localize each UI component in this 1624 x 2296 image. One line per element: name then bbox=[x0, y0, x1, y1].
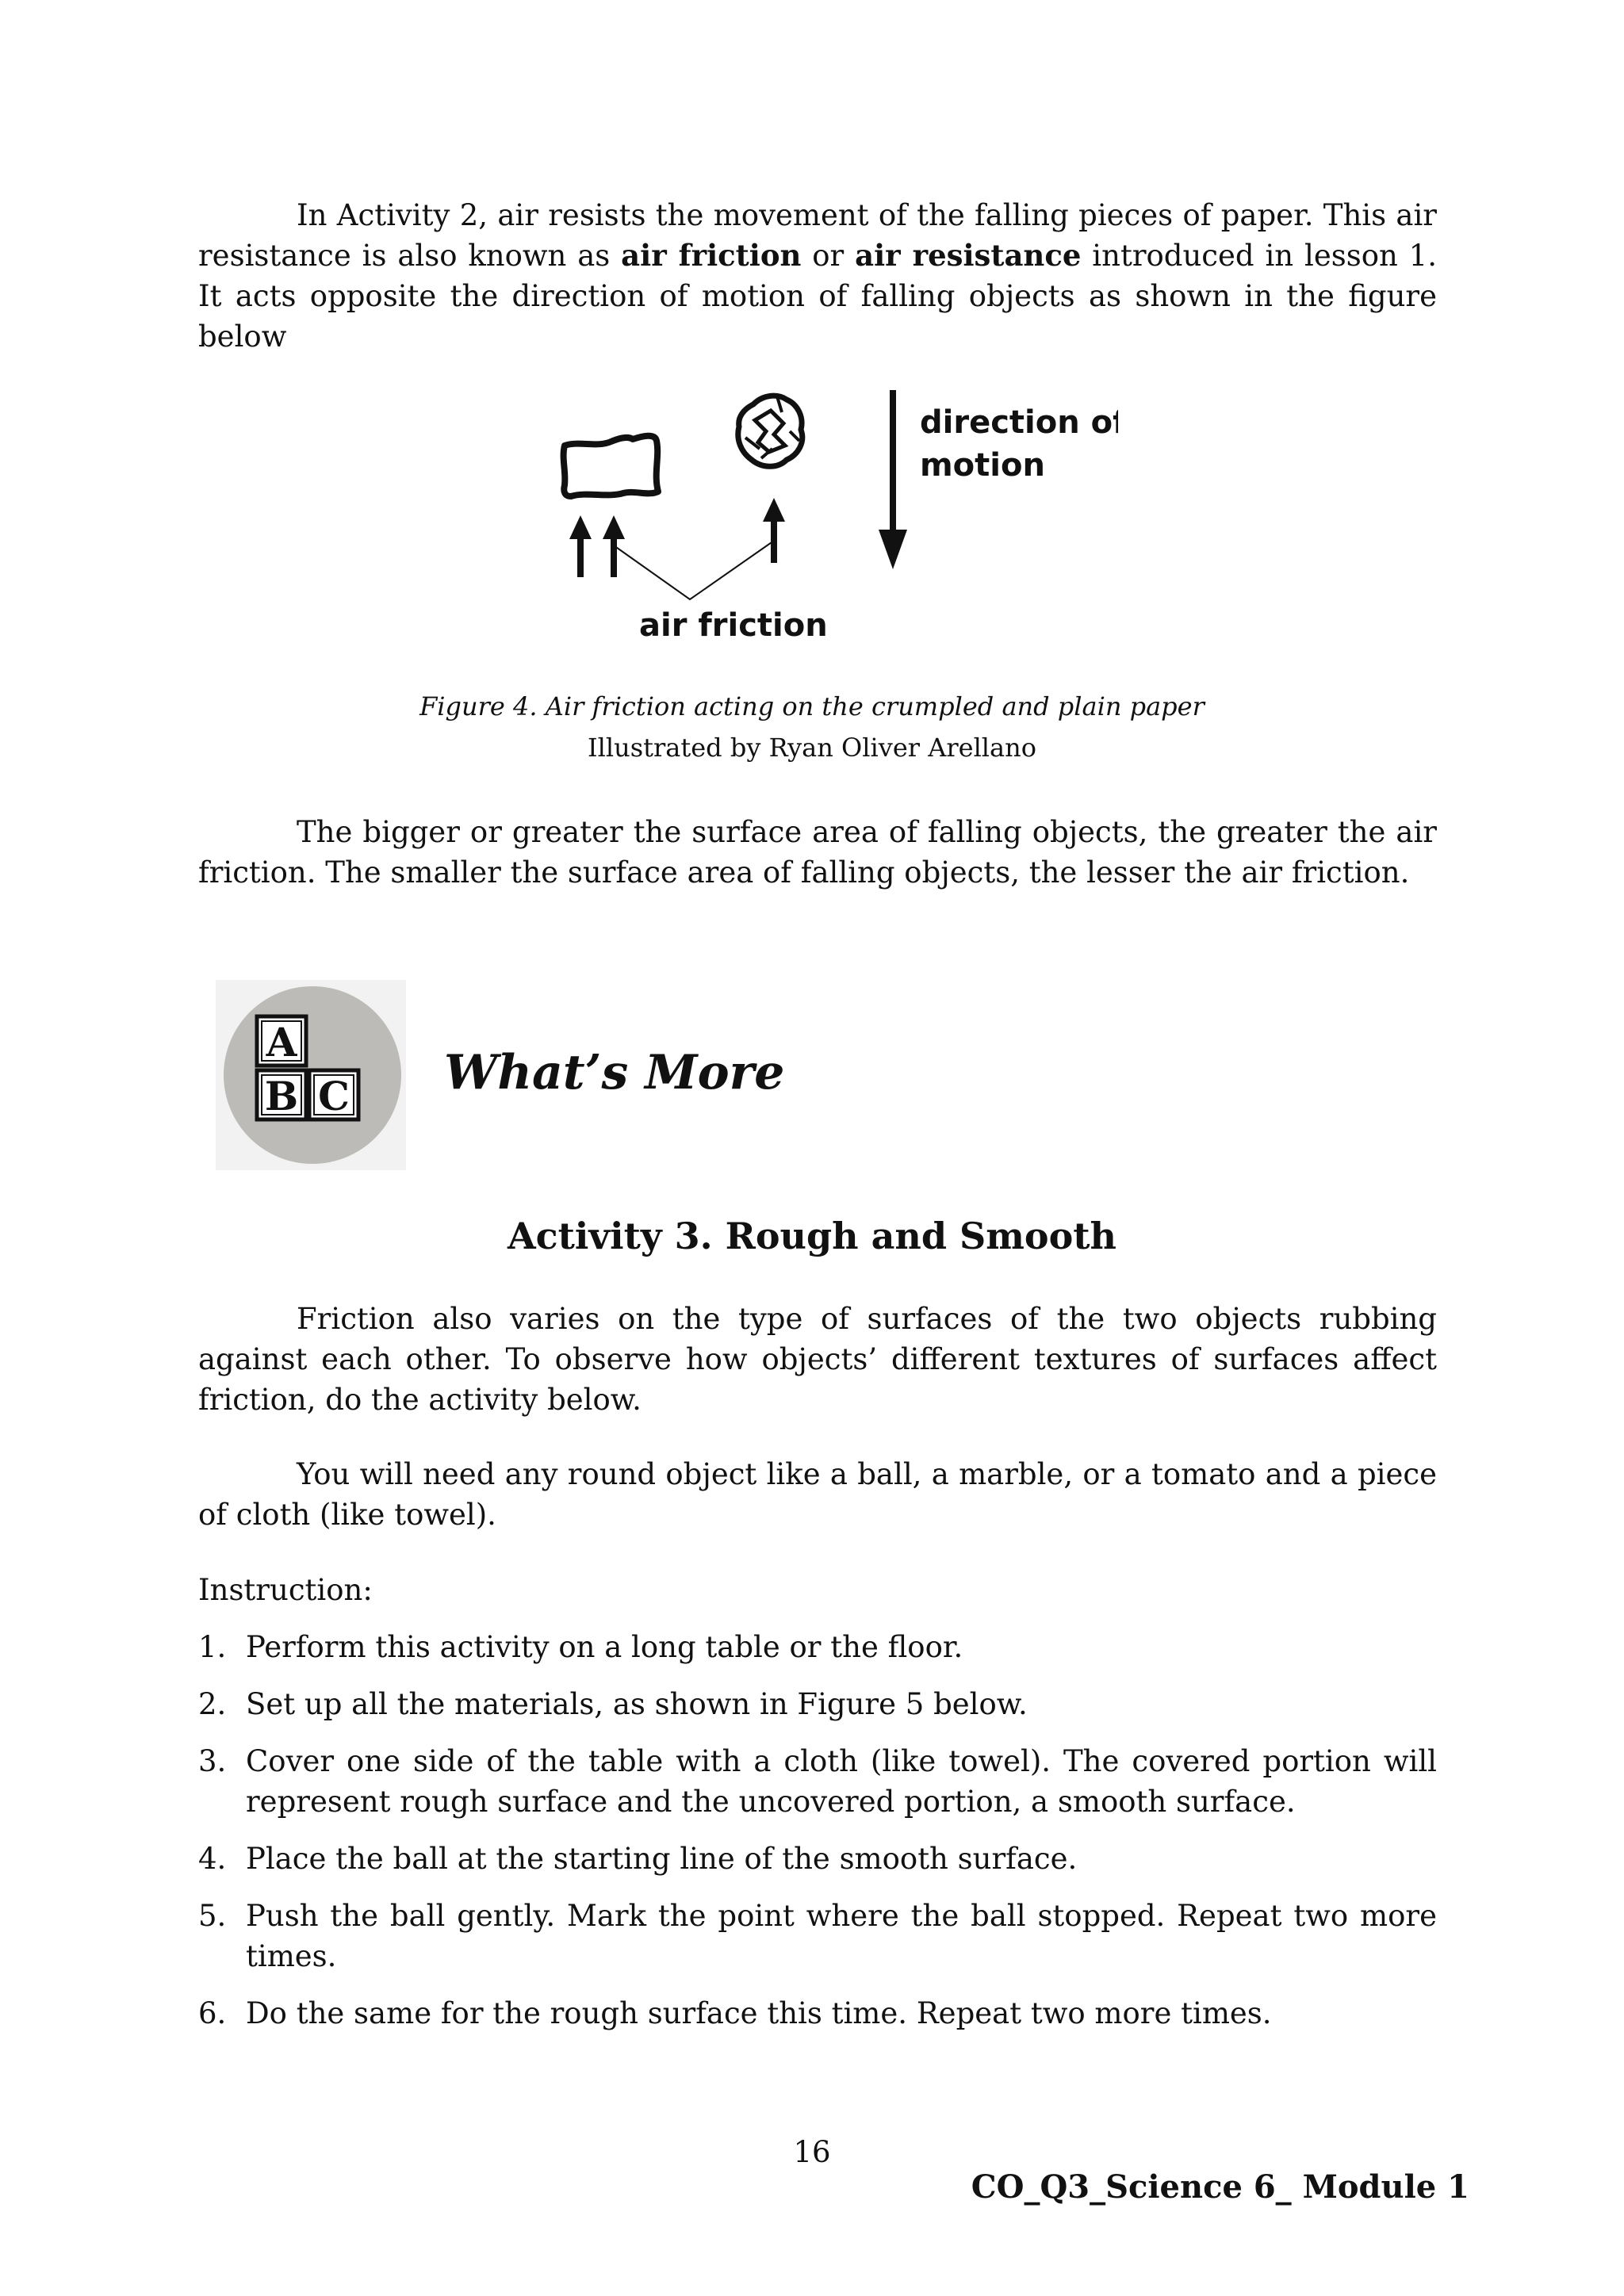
list-item: 3. Cover one side of the table with a cloth (like towel). The covered portion will represent rough surface and the uncovered portion, a smooth surface. bbox=[198, 1744, 1437, 1819]
abc-blocks-icon bbox=[216, 980, 406, 1170]
module-footer: CO_Q3_Science 6_ Module 1 bbox=[971, 2168, 1469, 2206]
section-title: What’s More bbox=[444, 1045, 785, 1100]
plain-paper-icon bbox=[564, 436, 658, 496]
instruction-label: Instruction: bbox=[198, 1573, 373, 1607]
figure-air-friction bbox=[547, 373, 1118, 650]
list-item: 4. Place the ball at the starting line of the smooth surface. bbox=[198, 1842, 1078, 1876]
list-item: 1. Perform this activity on a long table or the floor. bbox=[198, 1630, 963, 1664]
activity-paragraph-2: You will need any round object like a ball, a marble, or a tomato and a piece of cloth (like towel). bbox=[198, 1457, 1437, 1532]
activity-paragraph-1: Friction also varies on the type of surfaces of the two objects rubbing against each other. To observe how objects’ different textures of surfaces affect friction, do the activity below. bbox=[198, 1302, 1437, 1417]
surface-area-paragraph: The bigger or greater the surface area of falling objects, the greater the air friction. The smaller the surface area of falling objects, the lesser the air friction. bbox=[198, 815, 1437, 890]
term-air-resistance: air resistance bbox=[855, 238, 1082, 273]
pointer-lines bbox=[614, 541, 774, 599]
figure-credit: Illustrated by Ryan Oliver Arellano bbox=[588, 733, 1036, 763]
activity-title: Activity 3. Rough and Smooth bbox=[507, 1215, 1116, 1257]
intro-paragraph: In Activity 2, air resists the movement of the falling pieces of paper. This air resistance is also known as air friction or air resistance introduced in lesson 1. It acts opposite the direction of motion of falling objects as shown in the figure below bbox=[198, 198, 1437, 354]
list-item: 6. Do the same for the rough surface this time. Repeat two more times. bbox=[198, 1996, 1272, 2030]
air-friction-label: air friction bbox=[639, 607, 828, 644]
list-item: 5. Push the ball gently. Mark the point where the ball stopped. Repeat two more times. bbox=[198, 1899, 1437, 1973]
motion-label: motion bbox=[920, 447, 1045, 484]
page-number: 16 bbox=[793, 2135, 831, 2169]
crumpled-paper-icon bbox=[738, 396, 802, 466]
svg-text:A: A bbox=[266, 1019, 297, 1066]
list-item: 2. Set up all the materials, as shown in Figure 5 below. bbox=[198, 1687, 1028, 1721]
air-friction-arrows-icon bbox=[569, 498, 785, 577]
term-air-friction: air friction bbox=[621, 238, 802, 273]
direction-label: direction of bbox=[920, 404, 1118, 441]
instruction-list bbox=[198, 1627, 1437, 2034]
figure-caption: Figure 4. Air friction acting on the crumpled and plain paper bbox=[419, 691, 1205, 721]
svg-text:C: C bbox=[318, 1073, 350, 1119]
svg-text:B: B bbox=[264, 1073, 299, 1119]
direction-arrow-icon bbox=[879, 390, 907, 569]
